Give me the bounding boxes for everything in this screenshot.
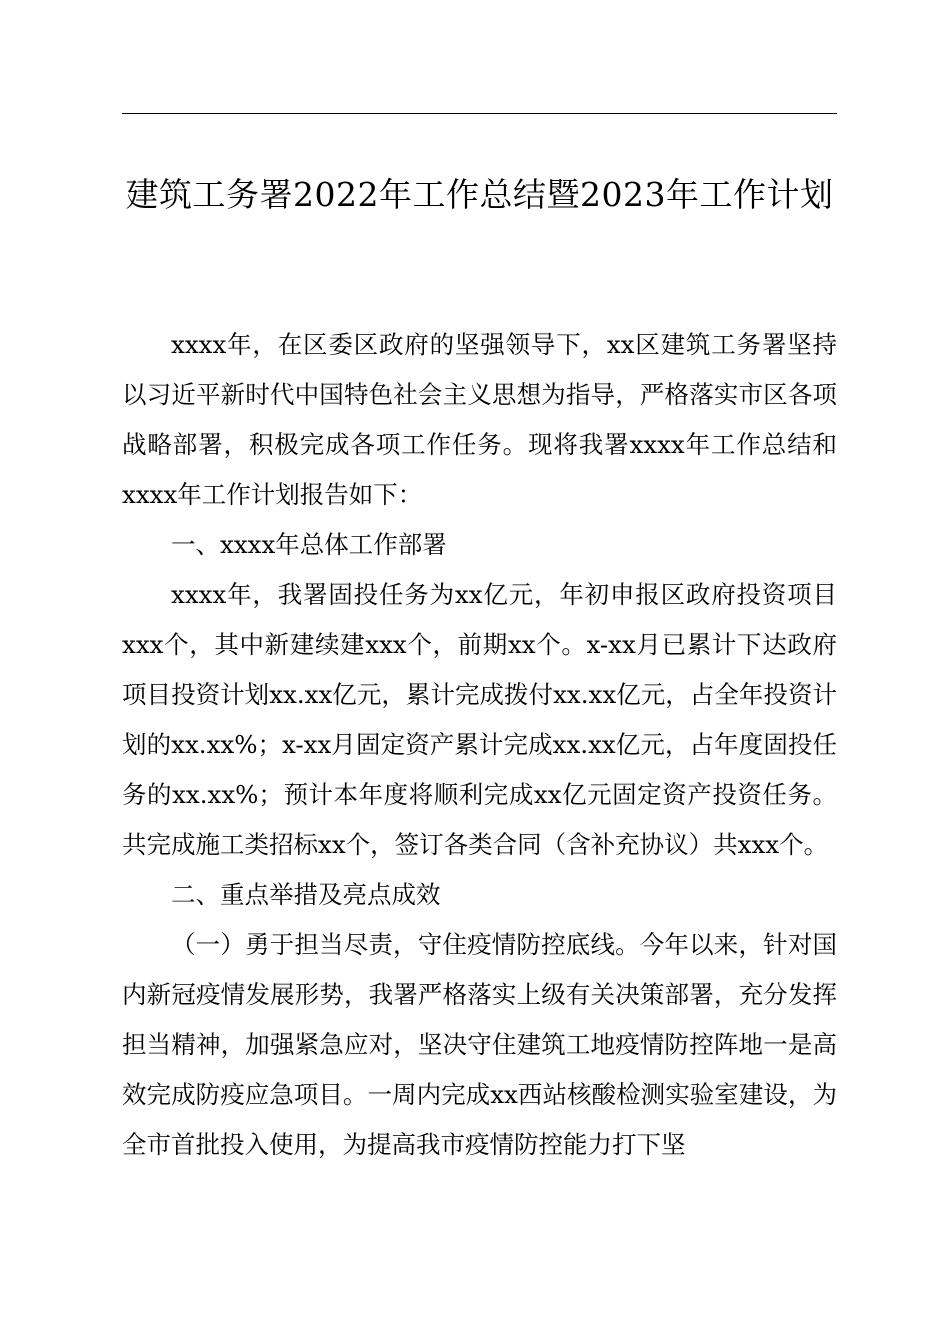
paragraph-investment: xxxx年，我署固投任务为xx亿元，年初申报区政府投资项目xxx个，其中新建续建xxx个，前期xx个。x-xx月已累计下达政府项目投资计划xx.xx亿元，累计完成拨付xx.xx亿元，占全年投资计划的xx.xx%；x-xx月固定资产累计完成xx.xx亿元，占年度固投任务的xx.xx%；预计本年度将顺利完成xx亿元固定资产投资任务。共完成施工类招标xx个，签订各类合同（含补充协议）共xxx个。 xyxy=(122,580,837,859)
paragraph-intro: xxxx年，在区委区政府的坚强领导下，xx区建筑工务署坚持以习近平新时代中国特色社会主义思想为指导，严格落实市区各项战略部署，积极完成各项工作任务。现将我署xxxx年工作总结和xxxx年工作计划报告如下： xyxy=(122,330,837,509)
document-title: 建筑工务署2022年工作总结暨2023年工作计划 xyxy=(125,175,834,214)
document-body xyxy=(122,320,837,1170)
paragraph-epidemic: （一）勇于担当尽责，守住疫情防控底线。今年以来，针对国内新冠疫情发展形势，我署严格落实上级有关决策部署，充分发挥担当精神，加强紧急应对，坚决守住建筑工地疫情防控阵地一是高效完成防疫应急项目。一周内完成xx西站核酸检测实验室建设，为全市首批投入使用，为提高我市疫情防控能力打下坚 xyxy=(122,930,837,1159)
header-rule xyxy=(122,113,837,114)
section-heading-2: 二、重点举措及亮点成效 xyxy=(171,880,441,909)
section-heading-1: 一、xxxx年总体工作部署 xyxy=(171,530,447,559)
